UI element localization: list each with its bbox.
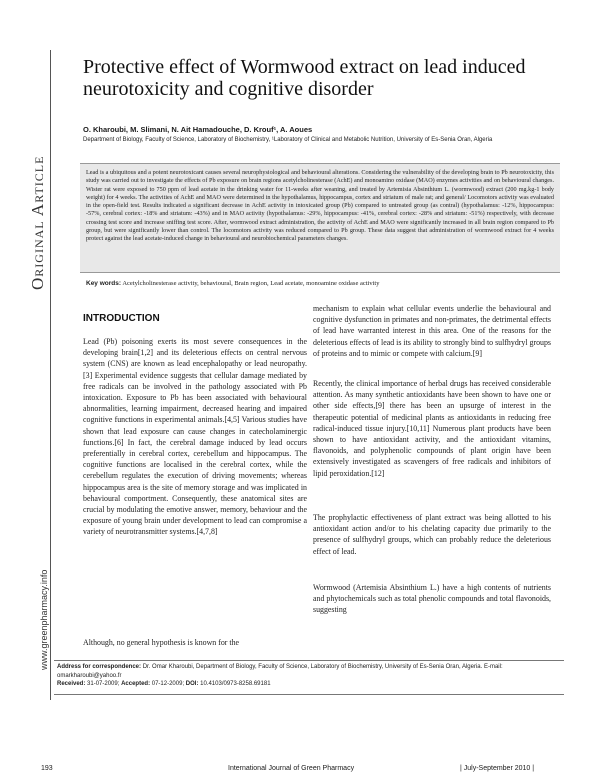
accepted-label: Accepted:: [121, 681, 151, 687]
doi-label: DOI:: [185, 681, 199, 687]
correspondence-block: [57, 663, 557, 689]
body-paragraph: Although, no general hypothesis is known for the: [83, 638, 240, 647]
received-label: Received:: [57, 681, 86, 687]
journal-url-text: www.greenpharmacy.info: [39, 569, 49, 670]
keywords: [86, 280, 556, 287]
received-date: 31-07-2009;: [87, 681, 120, 687]
body-paragraph: The prophylactic effectiveness of plant extract was being allotted to his antioxidant action and/or to his chelating capacity due primarily to the presence of sulfhydryl groups, which can probably reduce the deleterious effect of lead.: [313, 513, 551, 556]
section-heading-introduction: INTRODUCTION: [83, 313, 160, 324]
doi-value: 10.4103/0973-8258.69181: [200, 681, 271, 687]
body-paragraph: Recently, the clinical importance of herbal drugs has received considerable attention. As many synthetic antioxidants have been shown to have one or other side effects,[9] there has been an upsurge of interest in the therapeutic potential of medicinal plants as antioxidants in reducing free radical-induced tissue injury.[10,11] Numerous plant products have been shown to have antioxidant activity, and the antioxidant vitamins, flavonoids, and polyphenolic compounds of plant origin have been extensively investigated as scavengers of free radicals and inhibitors of lipid peroxidation.[12]: [313, 379, 551, 478]
keywords-text: Acetylcholinesterase activity, behavioural, Brain region, Lead acetate, monoamine oxidase activity: [122, 280, 380, 287]
journal-name: International Journal of Green Pharmacy: [228, 765, 355, 772]
footer-rule: [54, 660, 564, 661]
abstract-box: [80, 163, 560, 273]
keywords-label: Key words:: [86, 280, 122, 287]
body-paragraph: Lead (Pb) poisoning exerts its most severe consequences in the developing brain[1,2] and its deleterious effects on central nervous system (CNS) are known as lead encephalopathy or lead neuropathy.[3] Experimental evidence suggests that cellular damage mediated by free radicals can be involved in the pathology associated with Pb intoxication. Exposure to Pb has been associated with behavioural abnormalities, learning impairment, decreased hearing and impaired cognitive functions in experimental animals.[4,5] Various studies have shown that lead exposure can cause changes in catecholaminergic functions.[6] In fact, the cerebral damage induced by lead occurs preferentially in cerebral cortex, cerebellum and hippocampus. The cognitive functions are localised in the cerebral cortex, while the cerebellum regulates the execution of driving movements; whereas hippocampus area is the site of memory storage and was implicated in behavioural comportment. Consequently, these anatomical sites are crucial by modulating the emotive answer, memory, behaviour and the exposure of young brain under development to lead can compromise a variety of neurotransmitter systems.[4,7,8]: [83, 337, 307, 537]
correspondence-label: Address for correspondence:: [57, 664, 142, 670]
accepted-date: 07-12-2009;: [151, 681, 185, 687]
bottom-rule: [54, 694, 564, 695]
article-title: Protective effect of Wormwood extract on lead induced neurotoxicity and cognitive disorder: [83, 56, 526, 100]
abstract-text: Lead is a ubiquitous and a potent neurotoxicant causes several neurophysiological and behavioural alterations. Considering the vulnerability of the developing brain to Pb neurotoxicity, this study was carried out to investigate the effects of Pb exposure on brain regions acetylcholinesterase (AchE) and monoamino oxidase (MAO) enzymes activities and on behavioural changes. Wister rat were exposed to 750 ppm of lead acetate in the drinking water for 11-weeks after weaning, and treated by Artemisia Absinthium L. (wormwood) extract (200 mg.kg-1 body weight) for 4 weeks. The activities of AchE and MAO were determined in the hypothalamus, hippocampus, cortex and striatum of male rat; and general/ Locomotors activity was evaluated in the open-field test. Results indicated a significant decrease in AchE activity in intoxicated group (Pb) compared to untreated group (as contral) (hypothalamus: -12%, hippocampus: -57%, cerebral cortex: -18% and striatum: -43%) and in MAO activity (hypothalamus: -29%, hippocampus: -41%, cerebral cortex: -28% and striatum: -51%) respectively, with decrease crossing test score and increase sniffing test score. After, wormwood extract administration, the activity of AchE and MAO were significantly increased in all brain region compared to Pb group, but were significantly lower than control. The locomotors activity was reduced compared to Pb group. These data suggest that administration of wormwood extract for 4 weeks protect against the lead acetate-induced change in behavioural and neurobiochemical parameters changes.: [86, 169, 554, 243]
correspondence-text: Dr. Omar Kharoubi, Department of Biology, Faculty of Science, Laboratory of Biochemistry, University of Es-Senia Oran, Algeria. E-mail: omarkharoubi@yahoo.fr: [57, 664, 503, 679]
journal-url: [39, 520, 51, 670]
issue-date: | July-September 2010 |: [460, 765, 535, 772]
body-paragraph: Wormwood (Artemisia Absinthium L.) have a high contents of nutrients and phytochemicals such as total phenolic compounds and total flavonoids, suggesting: [313, 583, 551, 615]
author-list: O. Kharoubi, M. Slimani, N. Ait Hamadouche, D. Krouf¹, A. Aoues: [83, 125, 313, 134]
article-type-text: Original Article: [28, 155, 47, 290]
article-type-label: [26, 60, 47, 290]
author-affiliation: Department of Biology, Faculty of Science, Laboratory of Biochemistry, ¹Laboratory of Clinical and Metabolic Nutrition, University of Es-Senia Oran, Algeria: [83, 137, 493, 143]
page-number: 193: [41, 765, 53, 772]
body-paragraph: mechanism to explain what cellular events underlie the behavioural and cognitive dysfunction in primates and non-primates, the detrimental effects of lead have warranted interest in this area. One of the reasons for the deleterious effects of lead is its ability to strongly bind to sulfhydryl groups of proteins and to mimic or compete with calcium.[9]: [313, 304, 551, 358]
